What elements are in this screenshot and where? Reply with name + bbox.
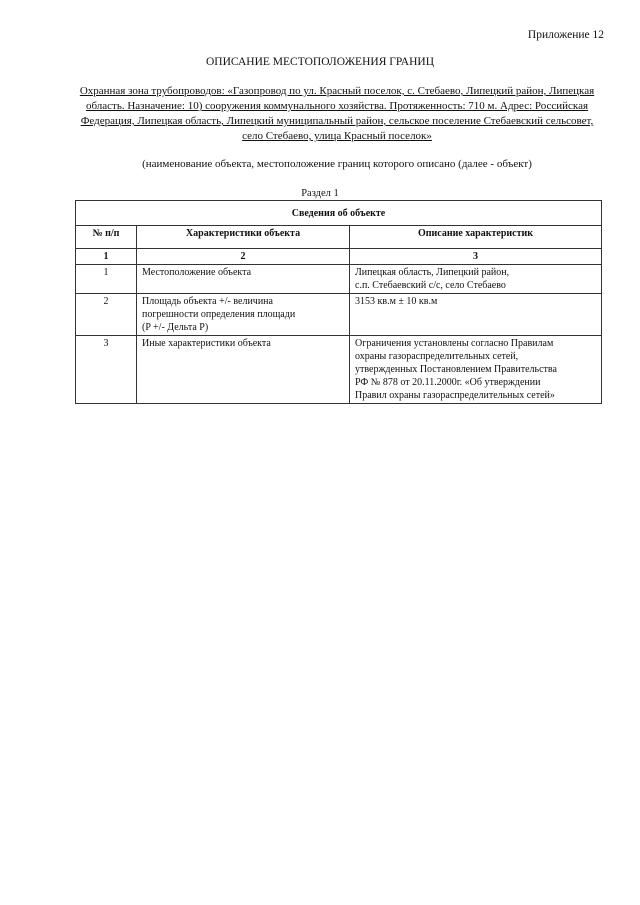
row-description-line: утвержденных Постановлением Правительства <box>355 364 557 375</box>
row-description <box>350 336 602 404</box>
table-row <box>76 265 602 294</box>
row-characteristic-line: Площадь объекта +/- величина <box>142 296 273 307</box>
row-characteristic-line: (P +/- Дельта P) <box>142 322 209 333</box>
row-number: 1 <box>76 265 137 294</box>
row-characteristic: Местоположение объекта <box>137 265 350 294</box>
section-title: Раздел 1 <box>301 188 339 199</box>
row-description-line: Ограничения установлены согласно Правилам <box>355 338 554 349</box>
appendix-label: Приложение 12 <box>527 29 604 41</box>
table-caption: Сведения об объекте <box>76 201 602 226</box>
table-row <box>76 294 602 336</box>
table-header-row <box>76 226 602 249</box>
row-description-line: РФ № 878 от 20.11.2000г. «Об утверждении <box>355 377 541 388</box>
row-description-line: Липецкая область, Липецкий район, <box>355 267 510 278</box>
column-number-3: 3 <box>350 249 602 265</box>
row-description: 3153 кв.м ± 10 кв.м <box>350 294 602 336</box>
table-row <box>76 336 602 404</box>
row-characteristic-line: погрешности определения площади <box>142 309 296 320</box>
header-description: Описание характеристик <box>350 226 602 249</box>
row-characteristic: Иные характеристики объекта <box>137 336 350 404</box>
object-description: Охранная зона трубопроводов: «Газопровод по ул. Красный поселок, с. Стебаево, Липецкий район, Липецкая область. Назначение: 10) сооружения коммунального хозяйства. Протяженность: 710 м. Адрес: Российская Федерация, Липецкая область, Липецкий муниципальный район, сельское поселение Стебаевский сельсовет, село Стебаево, улица Красный поселок» <box>79 85 595 142</box>
row-description-line: Правил охраны газораспределительных сетей» <box>355 390 555 401</box>
table-caption-row <box>76 201 602 226</box>
row-number: 2 <box>76 294 137 336</box>
column-number-2: 2 <box>137 249 350 265</box>
row-number: 3 <box>76 336 137 404</box>
header-number: № п/п <box>76 226 137 249</box>
column-number-1: 1 <box>76 249 137 265</box>
object-info-table <box>75 200 602 404</box>
header-characteristic: Характеристики объекта <box>137 226 350 249</box>
row-characteristic <box>137 294 350 336</box>
object-note: (наименование объекта, местоположение границ которого описано (далее - объект) <box>142 158 532 170</box>
column-numbers-row <box>76 249 602 265</box>
row-description-line: с.п. Стебаевский с/с, село Стебаево <box>355 280 506 291</box>
row-description <box>350 265 602 294</box>
row-description-line: охраны газораспределительных сетей, <box>355 351 519 362</box>
document-heading: ОПИСАНИЕ МЕСТОПОЛОЖЕНИЯ ГРАНИЦ <box>205 56 435 68</box>
